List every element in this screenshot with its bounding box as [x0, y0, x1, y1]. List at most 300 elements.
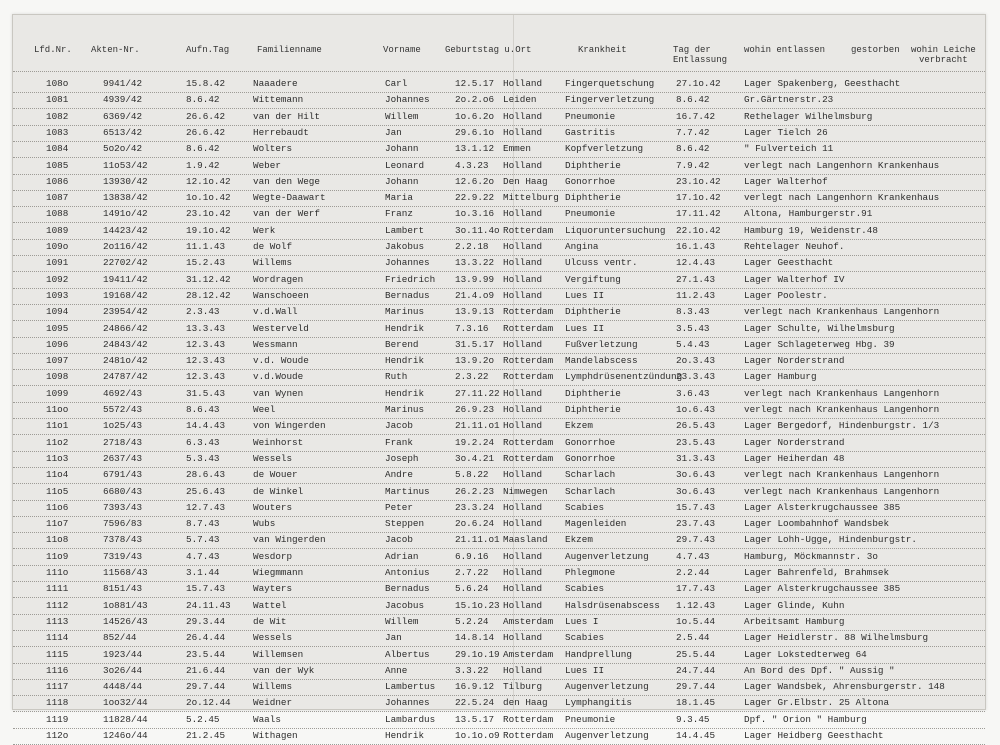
cell-akten-nr: 1o881/43: [103, 599, 148, 611]
table-row: [13, 629, 985, 647]
table-row: [13, 108, 985, 126]
table-row: [13, 597, 985, 615]
cell-vorname: Martinus: [385, 485, 430, 497]
cell-geburtsort: Holland: [503, 289, 543, 301]
cell-wohin: verlegt nach Krankenhaus Langenhorn: [744, 485, 940, 497]
cell-entlassung: 3.6.43: [676, 387, 710, 399]
cell-wohin: Lager Walterhof: [744, 175, 828, 187]
cell-entlassung: 29.7.44: [676, 681, 716, 693]
cell-vorname: Jacob: [385, 534, 413, 546]
cell-lfd-nr: 1093: [46, 289, 69, 301]
cell-entlassung: 8.6.42: [676, 143, 710, 155]
cell-lfd-nr: 1082: [46, 110, 69, 122]
cell-akten-nr: 2637/43: [103, 452, 143, 464]
cell-wohin: Lager Alsterkrugchaussee 385: [744, 583, 901, 595]
cell-familienname: Naaadere: [253, 78, 298, 89]
cell-familienname: Waals: [253, 713, 281, 725]
cell-wohin: Lager Lokstedterweg 64: [744, 648, 867, 660]
cell-aufn-tag: 5.3.43: [186, 452, 220, 464]
header-wohin: wohin entlassen: [744, 45, 826, 55]
cell-wohin: Lager Heidlerstr. 88 Wilhelmsburg: [744, 632, 929, 644]
cell-entlassung: 26.5.43: [676, 420, 716, 432]
cell-krankheit: Scabies: [565, 632, 605, 644]
cell-krankheit: Kopfverletzung: [565, 143, 644, 155]
cell-wohin: Rethelager Wilhelmsburg: [744, 110, 873, 122]
cell-wohin: Lager Schlageterweg Hbg. 39: [744, 338, 895, 350]
cell-entlassung: 11.2.43: [676, 289, 716, 301]
cell-lfd-nr: 1115: [46, 648, 69, 660]
cell-entlassung: 23.1o.42: [676, 175, 721, 187]
cell-krankheit: Lues II: [565, 322, 605, 334]
cell-geburtstag: 13.9.2o: [455, 355, 495, 367]
cell-geburtstag: 22.5.24: [455, 697, 495, 709]
cell-familienname: Wanschoeen: [253, 289, 309, 301]
cell-lfd-nr: 1088: [46, 208, 69, 220]
cell-krankheit: Diphtherie: [565, 192, 621, 204]
cell-geburtstag: 13.3.22: [455, 257, 495, 269]
cell-lfd-nr: 11o2: [46, 436, 69, 448]
cell-familienname: Weidner: [253, 697, 293, 709]
cell-krankheit: Lymphdrüsenentzündung: [565, 371, 683, 383]
cell-familienname: Werk: [253, 224, 276, 236]
cell-lfd-nr: 1097: [46, 355, 69, 367]
cell-vorname: Andre: [385, 469, 413, 481]
table-row: [13, 711, 985, 729]
header-aufn: Aufn.Tag: [186, 45, 230, 55]
cell-familienname: Wayters: [253, 583, 293, 595]
cell-entlassung: 16.1.43: [676, 241, 716, 252]
cell-lfd-nr: 112o: [46, 730, 69, 741]
cell-geburtstag: 31.5.17: [455, 338, 495, 350]
table-row: [13, 287, 985, 305]
cell-geburtsort: Holland: [503, 550, 543, 562]
cell-wohin: Lager Hamburg: [744, 371, 817, 383]
header-geburt: Geburtstag u.Ort: [445, 45, 532, 55]
cell-akten-nr: 7596/83: [103, 518, 143, 530]
cell-lfd-nr: 1092: [46, 273, 69, 285]
table-row: [13, 417, 985, 435]
cell-wohin: Lager Tielch 26: [744, 126, 828, 138]
cell-aufn-tag: 26.6.42: [186, 110, 226, 122]
cell-familienname: Weel: [253, 404, 276, 415]
cell-familienname: Wittemann: [253, 94, 304, 106]
cell-vorname: Willem: [385, 110, 419, 122]
table-row: [13, 271, 985, 289]
cell-wohin: Dpf. " Orion " Hamburg: [744, 713, 867, 725]
cell-entlassung: 8.6.42: [676, 94, 710, 106]
cell-lfd-nr: 108o: [46, 78, 69, 89]
cell-entlassung: 31.3.43: [676, 452, 716, 464]
table-row: [13, 75, 985, 93]
cell-vorname: Albertus: [385, 648, 430, 660]
cell-aufn-tag: 13.3.43: [186, 322, 226, 334]
cell-aufn-tag: 1.9.42: [186, 159, 220, 171]
cell-lfd-nr: 1099: [46, 387, 69, 399]
cell-vorname: Jakobus: [385, 241, 425, 252]
cell-aufn-tag: 12.3.43: [186, 338, 226, 350]
cell-vorname: Lambardus: [385, 713, 436, 725]
cell-akten-nr: 23954/42: [103, 306, 148, 318]
cell-vorname: Johannes: [385, 257, 430, 269]
cell-geburtsort: Holland: [503, 469, 543, 481]
cell-wohin: Lager Lohh-Ugge, Hindenburgstr.: [744, 534, 917, 546]
cell-vorname: Bernadus: [385, 583, 430, 595]
cell-wohin: Lager Glinde, Kuhn: [744, 599, 845, 611]
cell-wohin: Lager Norderstrand: [744, 355, 845, 367]
cell-vorname: Johannes: [385, 94, 430, 106]
cell-aufn-tag: 15.2.43: [186, 257, 226, 269]
table-row: [13, 140, 985, 158]
cell-lfd-nr: 1089: [46, 224, 69, 236]
cell-aufn-tag: 23.5.44: [186, 648, 226, 660]
cell-geburtsort: Amsterdam: [503, 648, 554, 660]
cell-vorname: Frank: [385, 436, 413, 448]
cell-entlassung: 2.2.44: [676, 567, 710, 578]
cell-wohin: Lager Norderstrand: [744, 436, 845, 448]
cell-lfd-nr: 1098: [46, 371, 69, 383]
cell-lfd-nr: 1091: [46, 257, 69, 269]
cell-krankheit: Fingerverletzung: [565, 94, 655, 106]
cell-akten-nr: 4692/43: [103, 387, 143, 399]
cell-geburtsort: Holland: [503, 208, 543, 220]
cell-geburtstag: 2.3.22: [455, 371, 489, 383]
cell-lfd-nr: 11o8: [46, 534, 69, 546]
cell-geburtstag: 2o.2.o6: [455, 94, 495, 106]
cell-entlassung: 17.7.43: [676, 583, 716, 595]
cell-akten-nr: 3o26/44: [103, 664, 143, 676]
cell-aufn-tag: 5.7.43: [186, 534, 220, 546]
cell-krankheit: Lues I: [565, 615, 599, 627]
cell-aufn-tag: 12.3.43: [186, 371, 226, 383]
cell-lfd-nr: 1086: [46, 175, 69, 187]
table-row: [13, 189, 985, 207]
cell-geburtstag: 2.2.18: [455, 241, 489, 252]
cell-geburtstag: 26.9.23: [455, 404, 495, 415]
cell-wohin: Hamburg 19, Weidenstr.48: [744, 224, 878, 236]
cell-familienname: Weber: [253, 159, 281, 171]
cell-familienname: Wubs: [253, 518, 276, 530]
cell-entlassung: 9.3.45: [676, 713, 710, 725]
cell-geburtstag: 1o.1o.o9: [455, 730, 500, 741]
header-entlassung-1: Tag der: [673, 45, 711, 55]
cell-akten-nr: 24866/42: [103, 322, 148, 334]
cell-geburtstag: 1o.6.2o: [455, 110, 495, 122]
cell-geburtsort: Holland: [503, 501, 543, 513]
cell-geburtstag: 22.9.22: [455, 192, 495, 204]
cell-aufn-tag: 24.11.43: [186, 599, 231, 611]
cell-aufn-tag: 6.3.43: [186, 436, 220, 448]
cell-entlassung: 24.7.44: [676, 664, 716, 676]
cell-entlassung: 3o.6.43: [676, 485, 716, 497]
table-row: [13, 336, 985, 354]
cell-vorname: Johann: [385, 175, 419, 187]
cell-geburtsort: Amsterdam: [503, 615, 554, 627]
cell-aufn-tag: 29.7.44: [186, 681, 226, 693]
cell-aufn-tag: 12.3.43: [186, 355, 226, 367]
cell-krankheit: Diphtherie: [565, 159, 621, 171]
cell-entlassung: 14.4.45: [676, 730, 716, 741]
cell-geburtsort: Rotterdam: [503, 306, 554, 318]
cell-geburtstag: 7.3.16: [455, 322, 489, 334]
cell-geburtsort: Holland: [503, 599, 543, 611]
cell-akten-nr: 1246o/44: [103, 730, 148, 741]
cell-vorname: Maria: [385, 192, 413, 204]
cell-wohin: verlegt nach Langenhorn Krankenhaus: [744, 192, 940, 204]
cell-geburtstag: 13.1.12: [455, 143, 495, 155]
cell-geburtstag: 13.5.17: [455, 713, 495, 725]
cell-krankheit: Scabies: [565, 583, 605, 595]
cell-lfd-nr: 11o3: [46, 452, 69, 464]
cell-geburtstag: 3o.4.21: [455, 452, 495, 464]
cell-geburtstag: 2o.6.24: [455, 518, 495, 530]
cell-aufn-tag: 19.1o.42: [186, 224, 231, 236]
cell-lfd-nr: 1111: [46, 583, 69, 595]
cell-vorname: Marinus: [385, 404, 425, 415]
cell-wohin: Gr.Gärtnerstr.23: [744, 94, 834, 106]
header-rule: [13, 71, 985, 72]
cell-akten-nr: 22702/42: [103, 257, 148, 269]
table-row: [13, 662, 985, 680]
cell-lfd-nr: 1087: [46, 192, 69, 204]
cell-akten-nr: 24843/42: [103, 338, 148, 350]
cell-geburtsort: Holland: [503, 632, 543, 644]
cell-wohin: Lager Wandsbek, Ahrensburgerstr. 148: [744, 681, 945, 693]
cell-akten-nr: 13930/42: [103, 175, 148, 187]
table-row: [13, 694, 985, 712]
cell-vorname: Hendrik: [385, 355, 425, 367]
cell-familienname: Wiegmmann: [253, 567, 304, 578]
cell-aufn-tag: 2.3.43: [186, 306, 220, 318]
cell-lfd-nr: 1113: [46, 615, 69, 627]
cell-vorname: Hendrik: [385, 730, 425, 741]
cell-aufn-tag: 2o.12.44: [186, 697, 231, 709]
table-row: [13, 580, 985, 598]
cell-aufn-tag: 15.8.42: [186, 78, 226, 89]
cell-akten-nr: 1923/44: [103, 648, 143, 660]
table-row: [13, 450, 985, 468]
cell-geburtsort: Tilburg: [503, 681, 543, 693]
cell-krankheit: Pneumonie: [565, 713, 616, 725]
cell-wohin: Lager Loombahnhof Wandsbek: [744, 518, 890, 530]
cell-aufn-tag: 15.7.43: [186, 583, 226, 595]
table-row: [13, 499, 985, 517]
cell-familienname: Wordragen: [253, 273, 304, 285]
cell-krankheit: Gastritis: [565, 126, 616, 138]
cell-wohin: Lager Geesthacht: [744, 257, 834, 269]
cell-akten-nr: 14526/43: [103, 615, 148, 627]
table-row: [13, 385, 985, 403]
cell-lfd-nr: 11o5: [46, 485, 69, 497]
cell-familienname: Willems: [253, 257, 293, 269]
cell-aufn-tag: 3.1.44: [186, 567, 220, 578]
cell-akten-nr: 6513/42: [103, 126, 143, 138]
cell-lfd-nr: 1112: [46, 599, 69, 611]
cell-geburtstag: 16.9.12: [455, 681, 495, 693]
cell-aufn-tag: 21.2.45: [186, 730, 226, 741]
cell-geburtsort: Rotterdam: [503, 355, 554, 367]
table-row: [13, 434, 985, 452]
cell-geburtsort: Rotterdam: [503, 713, 554, 725]
cell-aufn-tag: 8.7.43: [186, 518, 220, 530]
cell-akten-nr: 6369/42: [103, 110, 143, 122]
cell-wohin: Hamburg, Möckmannstr. 3o: [744, 550, 878, 562]
cell-krankheit: Scabies: [565, 501, 605, 513]
cell-familienname: van Wynen: [253, 387, 304, 399]
cell-familienname: v.d.Wall: [253, 306, 298, 318]
cell-entlassung: 17.1o.42: [676, 192, 721, 204]
table-row: [13, 222, 985, 240]
header-lfd: Lfd.Nr.: [34, 45, 72, 55]
table-row: [13, 515, 985, 533]
cell-geburtsort: Den Haag: [503, 175, 548, 187]
cell-entlassung: 1.12.43: [676, 599, 716, 611]
cell-geburtsort: Rotterdam: [503, 371, 554, 383]
cell-vorname: Jan: [385, 126, 402, 138]
cell-wohin: " Fulverteich 11: [744, 143, 834, 155]
cell-familienname: de Winkel: [253, 485, 304, 497]
table-row: [13, 727, 985, 745]
cell-entlassung: 17.11.42: [676, 208, 721, 220]
cell-wohin: Lager Poolestr.: [744, 289, 828, 301]
cell-entlassung: 23.7.43: [676, 518, 716, 530]
cell-akten-nr: 2718/43: [103, 436, 143, 448]
cell-familienname: Withagen: [253, 730, 298, 741]
cell-familienname: van den Wege: [253, 175, 320, 187]
cell-lfd-nr: 11o4: [46, 469, 69, 481]
cell-akten-nr: 8151/43: [103, 583, 143, 595]
cell-krankheit: Lymphangitis: [565, 697, 632, 709]
cell-familienname: Wesdorp: [253, 550, 293, 562]
cell-entlassung: 5.4.43: [676, 338, 710, 350]
cell-geburtsort: Holland: [503, 387, 543, 399]
cell-krankheit: Vergiftung: [565, 273, 621, 285]
cell-akten-nr: 4939/42: [103, 94, 143, 106]
cell-vorname: Friedrich: [385, 273, 436, 285]
table-row: [13, 548, 985, 566]
cell-aufn-tag: 4.7.43: [186, 550, 220, 562]
cell-krankheit: Diphtherie: [565, 404, 621, 415]
table-row: [13, 483, 985, 501]
cell-krankheit: Lues II: [565, 289, 605, 301]
table-row: [13, 320, 985, 338]
cell-akten-nr: 9941/42: [103, 78, 143, 89]
cell-lfd-nr: 1081: [46, 94, 69, 106]
cell-akten-nr: 19168/42: [103, 289, 148, 301]
cell-wohin: Lager Heidberg Geesthacht: [744, 730, 884, 741]
cell-entlassung: 3o.6.43: [676, 469, 716, 481]
cell-wohin: An Bord des Dpf. " Aussig ": [744, 664, 895, 676]
cell-vorname: Lambertus: [385, 681, 436, 693]
cell-geburtstag: 27.11.22: [455, 387, 500, 399]
cell-lfd-nr: 1085: [46, 159, 69, 171]
header-leiche-1: wohin Leiche: [911, 45, 976, 55]
cell-entlassung: 16.7.42: [676, 110, 716, 122]
cell-aufn-tag: 12.1o.42: [186, 175, 231, 187]
cell-entlassung: 12.4.43: [676, 257, 716, 269]
cell-akten-nr: 19411/42: [103, 273, 148, 285]
cell-aufn-tag: 12.7.43: [186, 501, 226, 513]
cell-geburtsort: Emmen: [503, 143, 531, 155]
cell-lfd-nr: 1096: [46, 338, 69, 350]
table-row: [13, 401, 985, 419]
cell-geburtsort: Rotterdam: [503, 322, 554, 334]
cell-familienname: v.d. Woude: [253, 355, 309, 367]
cell-krankheit: Gonorrhoe: [565, 175, 616, 187]
cell-krankheit: Diphtherie: [565, 387, 621, 399]
cell-akten-nr: 5572/43: [103, 404, 143, 415]
cell-vorname: Peter: [385, 501, 413, 513]
cell-geburtstag: 5.2.24: [455, 615, 489, 627]
cell-geburtsort: Holland: [503, 583, 543, 595]
cell-geburtsort: Holland: [503, 338, 543, 350]
table-row: [13, 531, 985, 549]
cell-vorname: Marinus: [385, 306, 425, 318]
cell-aufn-tag: 23.1o.42: [186, 208, 231, 220]
header-vorname: Vorname: [383, 45, 421, 55]
cell-akten-nr: 6680/43: [103, 485, 143, 497]
cell-krankheit: Augenverletzung: [565, 550, 649, 562]
cell-vorname: Ruth: [385, 371, 408, 383]
cell-entlassung: 7.7.42: [676, 126, 710, 138]
table-row: [13, 157, 985, 175]
cell-familienname: de Wouer: [253, 469, 298, 481]
cell-geburtsort: Nimwegen: [503, 485, 548, 497]
cell-vorname: Hendrik: [385, 387, 425, 399]
cell-krankheit: Angina: [565, 241, 599, 252]
cell-familienname: van der Werf: [253, 208, 320, 220]
cell-entlassung: 18.1.45: [676, 697, 716, 709]
table-row: [13, 678, 985, 696]
cell-entlassung: 22.1o.42: [676, 224, 721, 236]
cell-geburtstag: 12.5.17: [455, 78, 495, 89]
cell-geburtsort: Holland: [503, 257, 543, 269]
cell-krankheit: Fußverletzung: [565, 338, 638, 350]
header-krankheit: Krankheit: [578, 45, 627, 55]
cell-akten-nr: 11o53/42: [103, 159, 148, 171]
cell-entlassung: 15.7.43: [676, 501, 716, 513]
cell-krankheit: Pneumonie: [565, 110, 616, 122]
cell-lfd-nr: 1083: [46, 126, 69, 138]
cell-entlassung: 4.7.43: [676, 550, 710, 562]
cell-wohin: Altona, Hamburgerstr.91: [744, 208, 873, 220]
cell-akten-nr: 24787/42: [103, 371, 148, 383]
cell-lfd-nr: 1095: [46, 322, 69, 334]
cell-akten-nr: 7378/43: [103, 534, 143, 546]
cell-geburtstag: 5.8.22: [455, 469, 489, 481]
cell-lfd-nr: 1117: [46, 681, 69, 693]
header-entlassung-2: Entlassung: [673, 55, 728, 65]
cell-krankheit: Ekzem: [565, 534, 593, 546]
cell-akten-nr: 1oo32/44: [103, 697, 148, 709]
cell-vorname: Lambert: [385, 224, 425, 236]
cell-entlassung: 1o.5.44: [676, 615, 716, 627]
cell-geburtstag: 6.9.16: [455, 550, 489, 562]
cell-vorname: Carl: [385, 78, 408, 89]
cell-geburtstag: 1o.3.16: [455, 208, 495, 220]
cell-vorname: Adrian: [385, 550, 419, 562]
cell-lfd-nr: 11o9: [46, 550, 69, 562]
cell-lfd-nr: 1116: [46, 664, 69, 676]
cell-lfd-nr: 1084: [46, 143, 69, 155]
cell-familienname: Willemsen: [253, 648, 304, 660]
cell-geburtstag: 13.9.99: [455, 273, 495, 285]
cell-geburtsort: Holland: [503, 241, 543, 252]
cell-geburtsort: Holland: [503, 273, 543, 285]
cell-geburtsort: Holland: [503, 78, 543, 89]
cell-akten-nr: 7319/43: [103, 550, 143, 562]
cell-krankheit: Pneumonie: [565, 208, 616, 220]
cell-aufn-tag: 8.6.42: [186, 143, 220, 155]
